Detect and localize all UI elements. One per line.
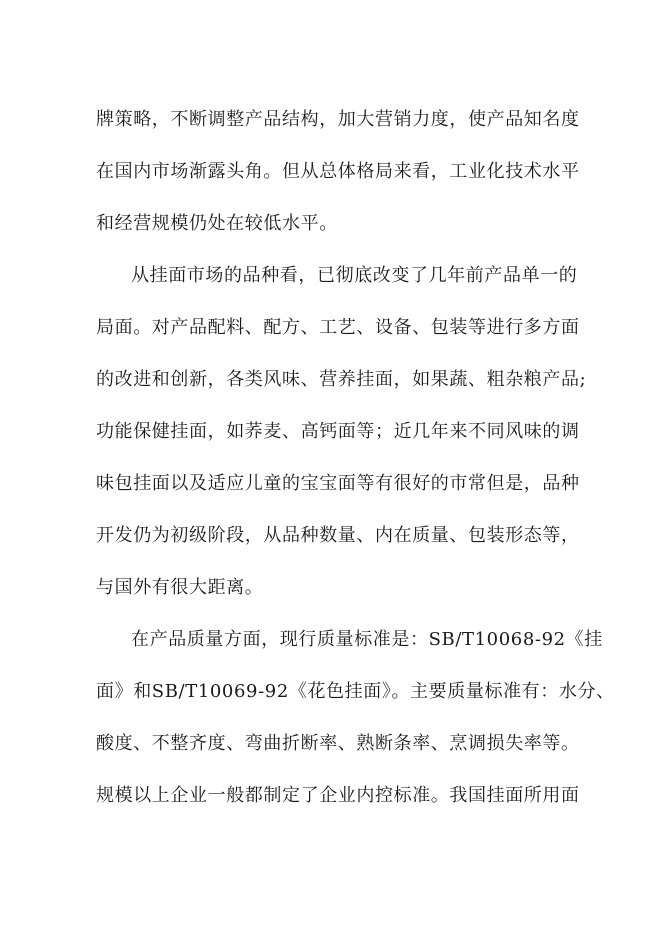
text-line: 在产品质量方面，现行质量标准是：SB/T10068-92《挂 — [131, 629, 603, 650]
text-line: 与国外有很大距离。 — [96, 577, 264, 598]
text-line: 规模以上企业一般都制定了企业内控标准。我国挂面所用面 — [96, 785, 580, 806]
text-line: 牌策略，不断调整产品结构，加大营销力度，使产品知名度 — [96, 109, 580, 130]
text-line: 局面。对产品配料、配方、工艺、设备、包装等进行多方面 — [96, 317, 580, 338]
text-line: 味包挂面以及适应儿童的宝宝面等有很好的市常但是，品种 — [96, 473, 580, 494]
text-line: 面》和SB/T10069-92《花色挂面》。主要质量标准有：水分、 — [96, 681, 615, 702]
text-line: 和经营规模仍处在较低水平。 — [96, 213, 338, 234]
text-line: 功能保健挂面，如荞麦、高钙面等；近几年来不同风味的调 — [96, 421, 580, 442]
text-line: 酸度、不整齐度、弯曲折断率、熟断条率、烹调损失率等。 — [96, 733, 580, 754]
text-line: 的改进和创新，各类风味、营养挂面，如果蔬、粗杂粮产品; — [96, 369, 587, 390]
text-line: 在国内市场渐露头角。但从总体格局来看，工业化技术水平 — [96, 161, 580, 182]
text-line: 从挂面市场的品种看，已彻底改变了几年前产品单一的 — [131, 265, 578, 286]
text-line: 开发仍为初级阶段，从品种数量、内在质量、包装形态等， — [96, 525, 580, 546]
